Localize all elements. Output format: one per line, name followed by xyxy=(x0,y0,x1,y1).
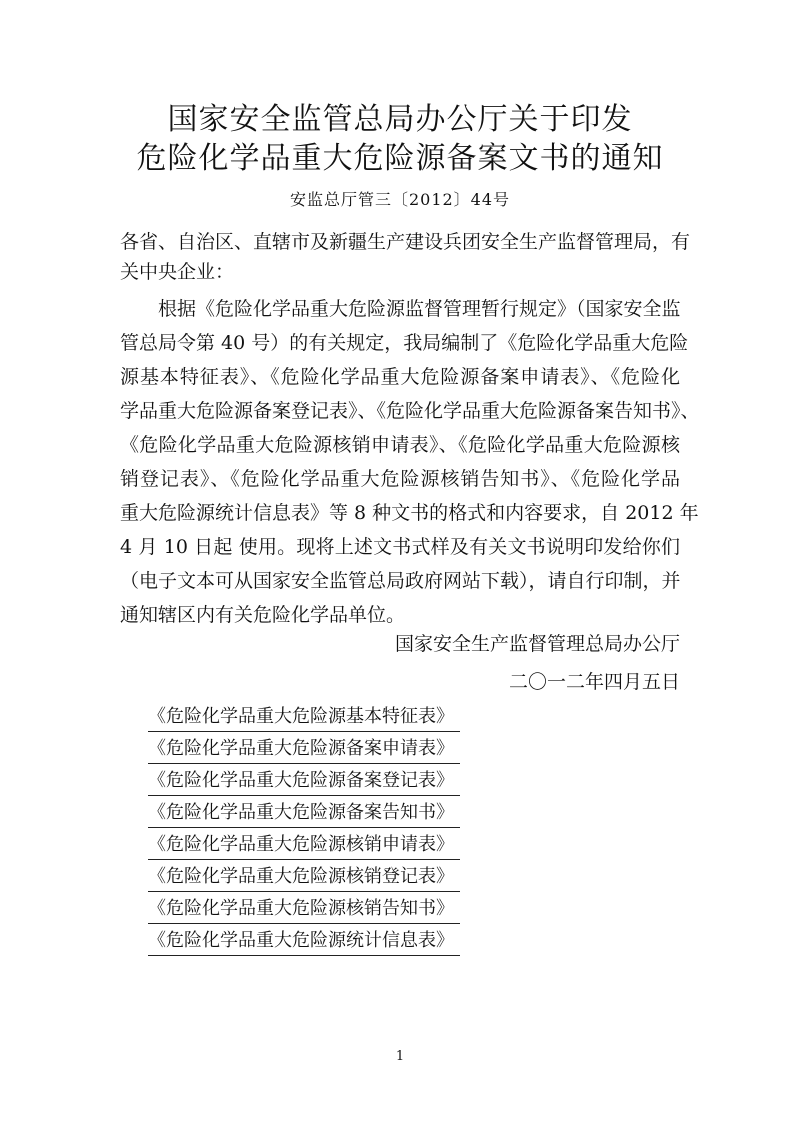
body-line-8: 4 月 10 日起 使用。现将上述文书式样及有关文书说明印发给你们 xyxy=(120,536,680,558)
body-line-5: 《危险化学品重大危险源核销申请表》、《危险化学品重大危险源核 xyxy=(120,434,680,456)
document-number: 安监总厅管三〔2012〕44号 xyxy=(289,190,511,209)
body-line-9: （电子文本可从国家安全监管总局政府网站下载），请自行印制，并 xyxy=(120,570,681,592)
document-title-line-2: 危险化学品重大危险源备案文书的通知 xyxy=(136,141,664,176)
attachment-item xyxy=(148,703,460,735)
body-line-6: 销登记表》、《危险化学品重大危险源核销告知书》、《危险化学品 xyxy=(120,468,680,490)
document-title-line-1: 国家安全监管总局办公厅关于印发 xyxy=(167,102,633,137)
attachment-link-filing-application-form[interactable]: 《危险化学品重大危险源备案申请表》 xyxy=(148,735,460,764)
attachment-item xyxy=(148,735,460,767)
attachment-link-cancellation-notice[interactable]: 《危险化学品重大危险源核销告知书》 xyxy=(148,895,460,924)
attachment-list xyxy=(148,703,460,959)
attachment-link-filing-registration-form[interactable]: 《危险化学品重大危险源备案登记表》 xyxy=(148,767,460,796)
attachment-link-cancellation-application-form[interactable]: 《危险化学品重大危险源核销申请表》 xyxy=(148,831,460,860)
attachment-item xyxy=(148,895,460,927)
page-number: 1 xyxy=(395,1049,405,1064)
body-line-3: 源基本特征表》、《危险化学品重大危险源备案申请表》、《危险化 xyxy=(120,366,680,388)
addressee-line-1: 各省、自治区、直辖市及新疆生产建设兵团安全生产监督管理局，有 xyxy=(120,231,691,253)
body-line-7: 重大危险源统计信息表》等 8 种文书的格式和内容要求，自 2012 年 xyxy=(120,502,699,524)
attachment-item xyxy=(148,927,460,959)
attachment-link-filing-notice[interactable]: 《危险化学品重大危险源备案告知书》 xyxy=(148,799,460,828)
attachment-link-basic-features-table[interactable]: 《危险化学品重大危险源基本特征表》 xyxy=(148,703,460,732)
attachment-item xyxy=(148,799,460,831)
attachment-link-statistics-table[interactable]: 《危险化学品重大危险源统计信息表》 xyxy=(148,927,460,956)
body-line-10: 通知辖区内有关危险化学品单位。 xyxy=(120,604,406,626)
body-line-1: 根据《危险化学品重大危险源监督管理暂行规定》（国家安全监 xyxy=(158,298,681,320)
attachment-item xyxy=(148,863,460,895)
body-line-4: 学品重大危险源备案登记表》、《危险化学品重大危险源备案告知书》、 xyxy=(120,400,700,422)
attachment-link-cancellation-registration-form[interactable]: 《危险化学品重大危险源核销登记表》 xyxy=(148,863,460,892)
attachment-item xyxy=(148,767,460,799)
attachment-item xyxy=(148,831,460,863)
body-line-2: 管总局令第 40 号）的有关规定，我局编制了《危险化学品重大危险 xyxy=(120,332,689,354)
signer: 国家安全生产监督管理总局办公厅 xyxy=(394,633,680,655)
issue-date: 二〇一二年四月五日 xyxy=(508,671,680,693)
addressee-line-2: 关中央企业： xyxy=(120,261,235,283)
